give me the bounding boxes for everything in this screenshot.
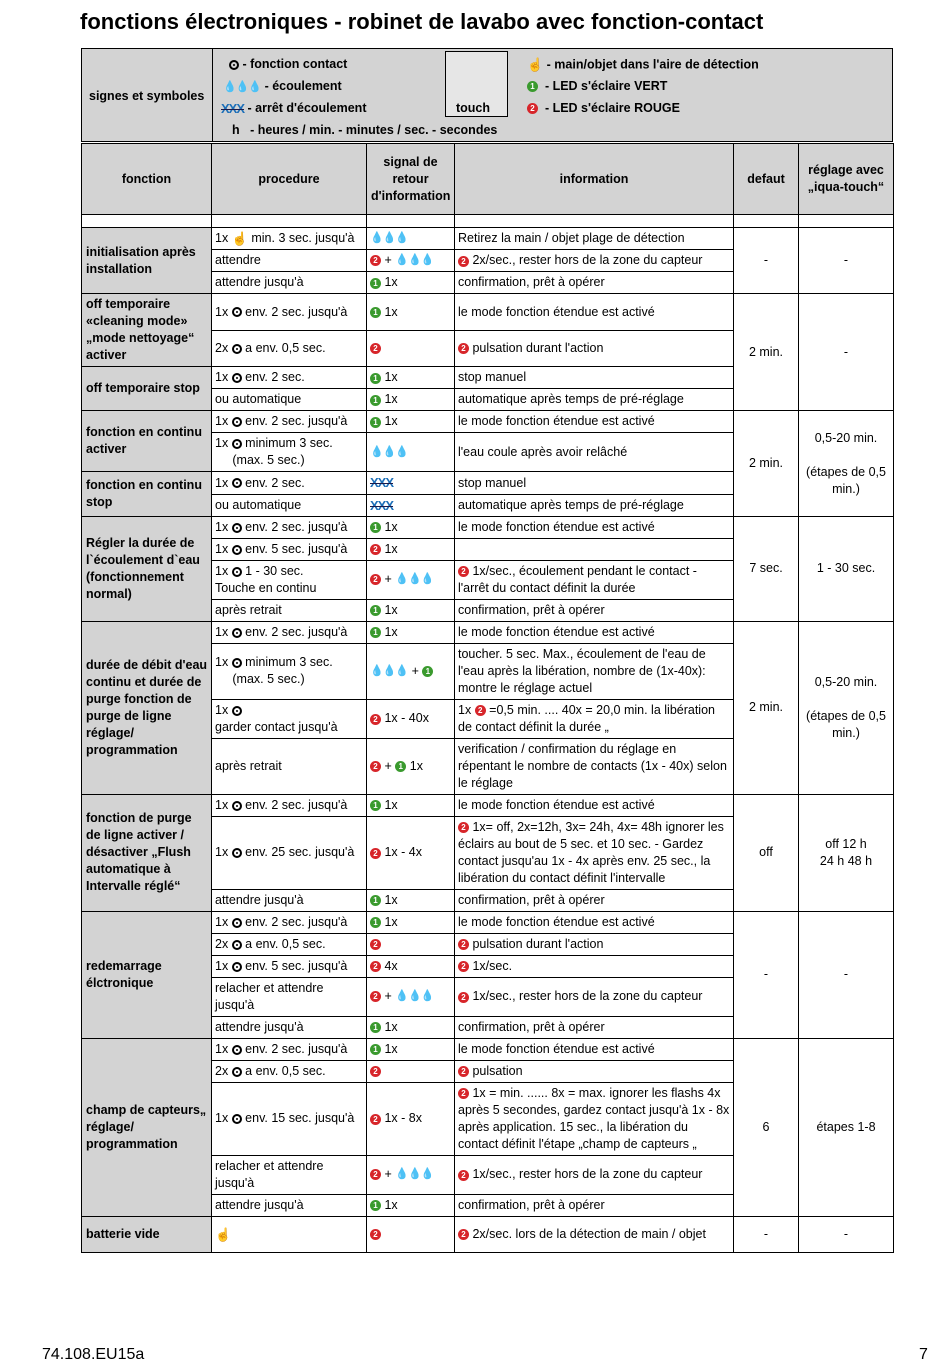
table-row: initialisation après installation 1x ☝ min. 3 sec. jusqu'à 💧💧💧 Retirez la main / objet plage de détection - - [82,228,894,250]
table-row: après retrait 1 1x confirmation, prêt à opérer [82,599,894,621]
table-row: 1x minimum 3 sec. (max. 5 sec.) 💧💧💧 l'eau coule après avoir relâché [82,433,894,472]
col-signal: signal de retour d'information [367,144,455,215]
legend-flow: 💧💧💧 - écoulement [223,79,342,94]
table-row: 1x 1 - 30 sec. Touche en continu 2 + 💧💧💧 2 1x/sec., écoulement pendant le contact - l'arrêt du contact définit la durée [82,560,894,599]
table-row: off temporaire stop 1x env. 2 sec. 1 1x stop manuel [82,367,894,389]
table-header-row [82,144,894,215]
legend-contact: - fonction contact [229,57,347,71]
table-row: après retrait 2 + 1 1x verification / confirmation du réglage en répentant le nombre de contacts (1x - 40x) selon le réglage [82,738,894,794]
table-row: 1x garder contact jusqu'à 2 1x - 40x 1x 2 =0,5 min. .... 40x = 20,0 min. la libération de contact définit la durée „ [82,699,894,738]
col-defaut: defaut [734,144,799,215]
table-row: attendre jusqu'à 1 1x confirmation, prêt à opérer [82,889,894,911]
legend-led-green: 1 - LED s'éclaire VERT [527,79,667,93]
legend-led-red: 2 - LED s'éclaire ROUGE [527,101,680,115]
table-row: 2x a env. 0,5 sec. 2 2 pulsation durant l'action [82,933,894,955]
table-row: fonction en continu activer 1x env. 2 sec. jusqu'à 1 1x le mode fonction étendue est activé 2 min. 0,5-20 min. (étapes de 0,5 min.) [82,411,894,433]
table-row: 1x env. 15 sec. jusqu'à 2 1x - 8x 2 1x = min. ...... 8x = max. ignorer les flashs 4x après 5 secondes, gardez contact jusqu'à 1x - 8x après application. 15 sec., la libération du contact définit l'étape „champ de capteurs „ [82,1082,894,1155]
document-code: 74.108.EU15a [42,1346,145,1363]
table-row: relacher et attendre jusqu'à 2 + 💧💧💧 2 1x/sec., rester hors de la zone du capteur [82,977,894,1016]
legend-time: h - heures / min. - minutes / sec. - secondes [232,123,498,137]
table-row: attendre jusqu'à 1 1x confirmation, prêt à opérer [82,1016,894,1038]
table-row: champ de capteurs„ réglage/ programmation 1x env. 2 sec. jusqu'à 1 1x le mode fonction étendue est activé 6 étapes 1-8 [82,1038,894,1060]
table-row: off temporaire «cleaning mode» „mode nettoyage“ activer 1x env. 2 sec. jusqu'à 1 1x le mode fonction étendue est activé 2 min. - [82,294,894,331]
contact-icon [229,60,239,70]
col-fonction: fonction [82,144,212,215]
table-row: fonction en continu stop 1x env. 2 sec. XXX stop manuel [82,472,894,494]
symbols-legend [81,48,893,142]
functions-table [81,143,894,1253]
table-row: 1x env. 5 sec. jusqu'à 2 4x 2 1x/sec. [82,955,894,977]
table-row: relacher et attendre jusqu'à 2 + 💧💧💧 2 1x/sec., rester hors de la zone du capteur [82,1155,894,1194]
table-row: ou automatique XXX automatique après temps de pré-réglage [82,494,894,516]
touch-illustration: touch [445,51,508,117]
stop-flow-icon: XXX [221,101,245,117]
table-row: 2x a env. 0,5 sec. 2 2 pulsation durant l'action [82,330,894,367]
legend-hand: ☝ - main/objet dans l'aire de détection [527,57,759,72]
table-row: 1x env. 25 sec. jusqu'à 2 1x - 4x 2 1x= off, 2x=12h, 3x= 24h, 4x= 48h ignorer les éclairs au bout de 5 sec. et 10 sec. - Gardez contact jusqu'au 1x - 4x après env. 25 sec., la libération du contact définit l'intervalle [82,816,894,889]
legend-header: signes et symboles [89,89,205,103]
led-green-icon: 1 [527,81,538,92]
col-reglage: réglage avec „iqua-touch“ [799,144,894,215]
table-row: ou automatique 1 1x automatique après temps de pré-réglage [82,389,894,411]
led-red-icon: 2 [527,103,538,114]
table-row: Régler la durée de l`écoulement d`eau (fonctionnement normal) 1x env. 2 sec. jusqu'à 1 1x le mode fonction étendue est activé 7 sec. 1 - 30 sec. [82,516,894,538]
table-row: attendre jusqu'à 1 1x confirmation, prêt à opérer [82,272,894,294]
table-row: 2x a env. 0,5 sec. 2 2 pulsation [82,1060,894,1082]
legend-stop: XXX - arrêt d'écoulement [221,101,367,117]
col-procedure: procedure [212,144,367,215]
table-row: 1x env. 5 sec. jusqu'à 2 1x [82,538,894,560]
page-title: fonctions électroniques - robinet de lavabo avec fonction-contact [80,9,764,34]
table-row: attendre 2 + 💧💧💧 2 2x/sec., rester hors de la zone du capteur [82,250,894,272]
table-row: durée de débit d'eau continu et durée de purge fonction de purge de ligne réglage/ programmation 1x env. 2 sec. jusqu'à 1 1x le mode fonction étendue est activé 2 min. 0,5-20 min. (étapes de 0,5 min.) [82,621,894,643]
table-row: attendre jusqu'à 1 1x confirmation, prêt à opérer [82,1194,894,1216]
page-number: 7 [919,1346,928,1363]
table-row: 1x minimum 3 sec. (max. 5 sec.) 💧💧💧 + 1 toucher. 5 sec. Max., écoulement de l'eau de l'eau après la libération, nombre de (1x-40x): montre le réglage actuel [82,643,894,699]
table-row: redemarrage élctronique 1x env. 2 sec. jusqu'à 1 1x le mode fonction étendue est activé - - [82,911,894,933]
hand-icon: ☝ [527,57,544,72]
table-row: batterie vide ☝ 2 2 2x/sec. lors de la détection de main / objet - - [82,1216,894,1252]
water-drops-icon: 💧💧💧 [223,81,262,94]
col-information: information [455,144,734,215]
table-row: fonction de purge de ligne activer / désactiver „Flush automatique à Intervalle réglé“ 1x env. 2 sec. jusqu'à 1 1x le mode fonction étendue est activé off off 12 h 24 h 48 h [82,794,894,816]
